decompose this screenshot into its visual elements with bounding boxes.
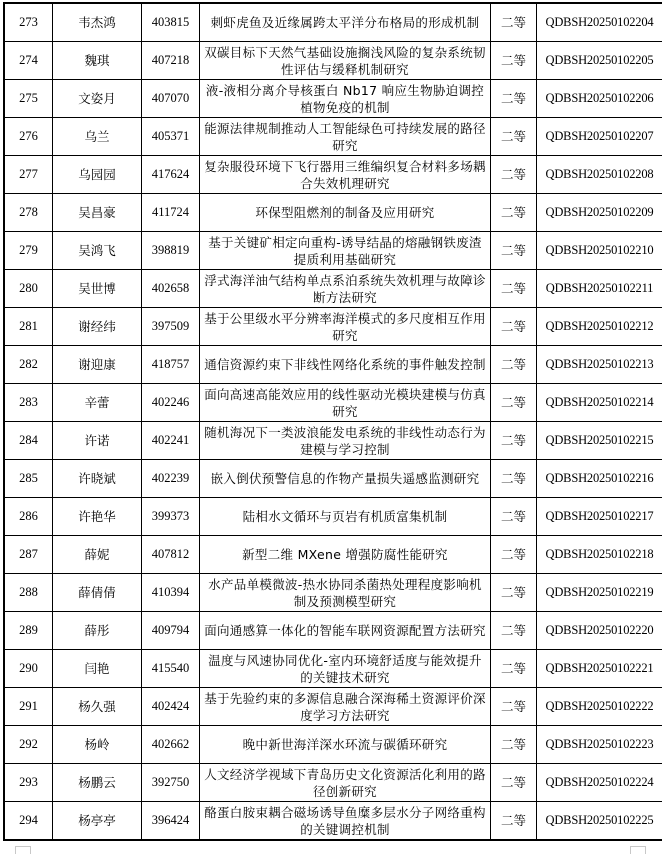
grade-cell: 二等 <box>491 3 537 42</box>
table-row <box>4 384 662 422</box>
project-title-cell: 液-液相分离介导核蛋白 Nb17 响应生物胁迫调控植物免疫的机制 <box>200 80 491 118</box>
serial-number-cell: 286 <box>4 498 53 536</box>
award-list-table <box>3 2 662 841</box>
applicant-id-cell: 403815 <box>142 3 200 42</box>
project-code-cell: QDBSH20250102223 <box>537 726 662 764</box>
project-title-cell: 浮式海洋油气结构单点系泊系统失效机理与故障诊断方法研究 <box>200 270 491 308</box>
award-list-body <box>4 3 662 840</box>
project-code-cell: QDBSH20250102221 <box>537 650 662 688</box>
serial-number-cell: 278 <box>4 194 53 232</box>
table-row <box>4 688 662 726</box>
serial-number-cell: 276 <box>4 118 53 156</box>
project-title-cell: 新型二维 MXene 增强防腐性能研究 <box>200 536 491 574</box>
applicant-id-cell: 392750 <box>142 764 200 802</box>
table-row <box>4 460 662 498</box>
serial-number-cell: 282 <box>4 346 53 384</box>
project-code-cell: QDBSH20250102219 <box>537 574 662 612</box>
table-row <box>4 270 662 308</box>
project-title-cell: 温度与风速协同优化-室内环境舒适度与能效提升的关键技术研究 <box>200 650 491 688</box>
project-title-cell: 面向高速高能效应用的线性驱动光模块建模与仿真研究 <box>200 384 491 422</box>
grade-cell: 二等 <box>491 764 537 802</box>
name-cell: 吴昌豪 <box>53 194 142 232</box>
project-title-cell: 环保型阻燃剂的制备及应用研究 <box>200 194 491 232</box>
applicant-id-cell: 405371 <box>142 118 200 156</box>
applicant-id-cell: 398819 <box>142 232 200 270</box>
name-cell: 吴鸿飞 <box>53 232 142 270</box>
table-row <box>4 498 662 536</box>
serial-number-cell: 280 <box>4 270 53 308</box>
project-code-cell: QDBSH20250102212 <box>537 308 662 346</box>
grade-cell: 二等 <box>491 612 537 650</box>
table-row <box>4 574 662 612</box>
name-cell: 谢经纬 <box>53 308 142 346</box>
serial-number-cell: 293 <box>4 764 53 802</box>
applicant-id-cell: 409794 <box>142 612 200 650</box>
serial-number-cell: 287 <box>4 536 53 574</box>
project-title-cell: 基于公里级水平分辨率海洋模式的多尺度相互作用研究 <box>200 308 491 346</box>
name-cell: 魏琪 <box>53 42 142 80</box>
grade-cell: 二等 <box>491 422 537 460</box>
project-title-cell: 酪蛋白胺束耦合磁场诱导鱼糜多层水分子网络重构的关键调控机制 <box>200 802 491 841</box>
applicant-id-cell: 402424 <box>142 688 200 726</box>
serial-number-cell: 294 <box>4 802 53 841</box>
applicant-id-cell: 411724 <box>142 194 200 232</box>
project-code-cell: QDBSH20250102210 <box>537 232 662 270</box>
applicant-id-cell: 402662 <box>142 726 200 764</box>
project-code-cell: QDBSH20250102215 <box>537 422 662 460</box>
grade-cell: 二等 <box>491 118 537 156</box>
grade-cell: 二等 <box>491 460 537 498</box>
project-title-cell: 基于关键矿相定向重构-诱导结晶的熔融钢铁废渣提质利用基础研究 <box>200 232 491 270</box>
name-cell: 许晓斌 <box>53 460 142 498</box>
applicant-id-cell: 397509 <box>142 308 200 346</box>
serial-number-cell: 284 <box>4 422 53 460</box>
project-code-cell: QDBSH20250102204 <box>537 3 662 42</box>
table-row <box>4 650 662 688</box>
project-title-cell: 人文经济学视域下青岛历史文化资源活化利用的路径创新研究 <box>200 764 491 802</box>
grade-cell: 二等 <box>491 346 537 384</box>
project-title-cell: 复杂服役环境下飞行器用三维编织复合材料多场耦合失效机理研究 <box>200 156 491 194</box>
name-cell: 杨亭亭 <box>53 802 142 841</box>
table-row <box>4 612 662 650</box>
table-row <box>4 80 662 118</box>
table-row <box>4 308 662 346</box>
name-cell: 谢迎康 <box>53 346 142 384</box>
name-cell: 杨鹏云 <box>53 764 142 802</box>
serial-number-cell: 290 <box>4 650 53 688</box>
table-row <box>4 726 662 764</box>
serial-number-cell: 292 <box>4 726 53 764</box>
applicant-id-cell: 407812 <box>142 536 200 574</box>
project-code-cell: QDBSH20250102205 <box>537 42 662 80</box>
table-row <box>4 764 662 802</box>
project-title-cell: 能源法律规制推动人工智能绿色可持续发展的路径研究 <box>200 118 491 156</box>
table-row <box>4 156 662 194</box>
applicant-id-cell: 396424 <box>142 802 200 841</box>
applicant-id-cell: 402241 <box>142 422 200 460</box>
grade-cell: 二等 <box>491 232 537 270</box>
grade-cell: 二等 <box>491 802 537 841</box>
table-row <box>4 802 662 841</box>
project-code-cell: QDBSH20250102209 <box>537 194 662 232</box>
table-row <box>4 346 662 384</box>
project-code-cell: QDBSH20250102214 <box>537 384 662 422</box>
applicant-id-cell: 418757 <box>142 346 200 384</box>
serial-number-cell: 277 <box>4 156 53 194</box>
project-code-cell: QDBSH20250102216 <box>537 460 662 498</box>
name-cell: 乌兰 <box>53 118 142 156</box>
name-cell: 韦杰鸿 <box>53 3 142 42</box>
project-code-cell: QDBSH20250102213 <box>537 346 662 384</box>
grade-cell: 二等 <box>491 42 537 80</box>
serial-number-cell: 288 <box>4 574 53 612</box>
table-row <box>4 42 662 80</box>
grade-cell: 二等 <box>491 688 537 726</box>
name-cell: 文姿月 <box>53 80 142 118</box>
project-title-cell: 嵌入倒伏预警信息的作物产量损失遥感监测研究 <box>200 460 491 498</box>
project-title-cell: 面向通感算一体化的智能车联网资源配置方法研究 <box>200 612 491 650</box>
applicant-id-cell: 410394 <box>142 574 200 612</box>
applicant-id-cell: 415540 <box>142 650 200 688</box>
applicant-id-cell: 402658 <box>142 270 200 308</box>
project-title-cell: 陆相水文循环与页岩有机质富集机制 <box>200 498 491 536</box>
serial-number-cell: 281 <box>4 308 53 346</box>
name-cell: 辛蕾 <box>53 384 142 422</box>
project-code-cell: QDBSH20250102222 <box>537 688 662 726</box>
grade-cell: 二等 <box>491 498 537 536</box>
name-cell: 薛妮 <box>53 536 142 574</box>
grade-cell: 二等 <box>491 194 537 232</box>
grade-cell: 二等 <box>491 574 537 612</box>
grade-cell: 二等 <box>491 726 537 764</box>
project-title-cell: 基于先验约束的多源信息融合深海稀土资源评价深度学习方法研究 <box>200 688 491 726</box>
serial-number-cell: 285 <box>4 460 53 498</box>
project-code-cell: QDBSH20250102211 <box>537 270 662 308</box>
project-code-cell: QDBSH20250102207 <box>537 118 662 156</box>
grade-cell: 二等 <box>491 308 537 346</box>
table-row <box>4 3 662 42</box>
table-row <box>4 194 662 232</box>
applicant-id-cell: 407070 <box>142 80 200 118</box>
applicant-id-cell: 402239 <box>142 460 200 498</box>
name-cell: 薛倩倩 <box>53 574 142 612</box>
applicant-id-cell: 407218 <box>142 42 200 80</box>
project-title-cell: 随机海况下一类波浪能发电系统的非线性动态行为建模与学习控制 <box>200 422 491 460</box>
applicant-id-cell: 402246 <box>142 384 200 422</box>
serial-number-cell: 274 <box>4 42 53 80</box>
name-cell: 乌园园 <box>53 156 142 194</box>
project-title-cell: 双碳目标下天然气基础设施搁浅风险的复杂系统韧性评估与缓释机制研究 <box>200 42 491 80</box>
project-code-cell: QDBSH20250102220 <box>537 612 662 650</box>
project-title-cell: 刺虾虎鱼及近缘属跨太平洋分布格局的形成机制 <box>200 3 491 42</box>
name-cell: 吴世博 <box>53 270 142 308</box>
grade-cell: 二等 <box>491 650 537 688</box>
project-title-cell: 水产品单模微波-热水协同杀菌热处理程度影响机制及预测模型研究 <box>200 574 491 612</box>
project-title-cell: 晚中新世海洋深水环流与碳循环研究 <box>200 726 491 764</box>
name-cell: 许艳华 <box>53 498 142 536</box>
serial-number-cell: 279 <box>4 232 53 270</box>
name-cell: 许诺 <box>53 422 142 460</box>
grade-cell: 二等 <box>491 536 537 574</box>
project-code-cell: QDBSH20250102218 <box>537 536 662 574</box>
grade-cell: 二等 <box>491 270 537 308</box>
project-code-cell: QDBSH20250102206 <box>537 80 662 118</box>
grade-cell: 二等 <box>491 80 537 118</box>
serial-number-cell: 273 <box>4 3 53 42</box>
serial-number-cell: 289 <box>4 612 53 650</box>
project-code-cell: QDBSH20250102217 <box>537 498 662 536</box>
applicant-id-cell: 399373 <box>142 498 200 536</box>
serial-number-cell: 275 <box>4 80 53 118</box>
table-row <box>4 232 662 270</box>
name-cell: 杨岭 <box>53 726 142 764</box>
name-cell: 闫艳 <box>53 650 142 688</box>
table-row <box>4 536 662 574</box>
table-row <box>4 422 662 460</box>
serial-number-cell: 291 <box>4 688 53 726</box>
project-code-cell: QDBSH20250102224 <box>537 764 662 802</box>
grade-cell: 二等 <box>491 156 537 194</box>
serial-number-cell: 283 <box>4 384 53 422</box>
project-code-cell: QDBSH20250102208 <box>537 156 662 194</box>
grade-cell: 二等 <box>491 384 537 422</box>
applicant-id-cell: 417624 <box>142 156 200 194</box>
name-cell: 杨久强 <box>53 688 142 726</box>
project-title-cell: 通信资源约束下非线性网络化系统的事件触发控制 <box>200 346 491 384</box>
table-row <box>4 118 662 156</box>
project-code-cell: QDBSH20250102225 <box>537 802 662 841</box>
name-cell: 薛彤 <box>53 612 142 650</box>
